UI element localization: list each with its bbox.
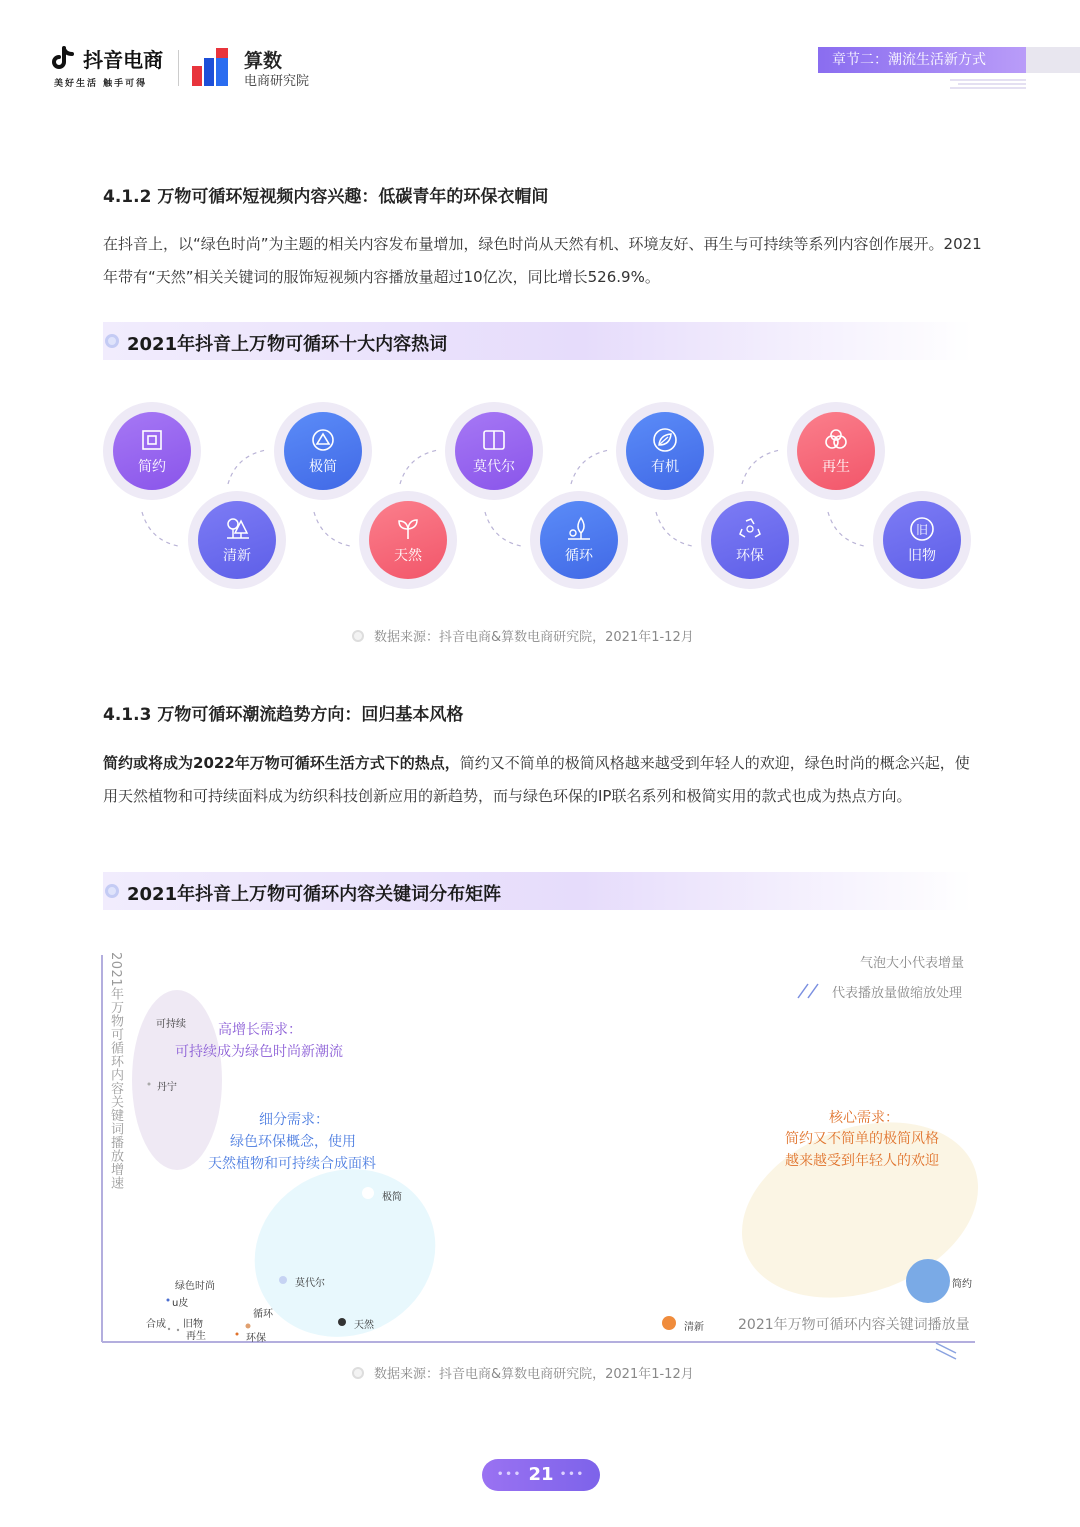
point-huanbao (236, 1333, 239, 1336)
point-label-dangning: 丹宁 (157, 1082, 177, 1093)
hotword-label: 天然 (394, 548, 422, 564)
point-label-zaisheng: 再生 (186, 1331, 206, 1342)
point-label-lvseshishang: 绿色时尚 (175, 1281, 215, 1292)
point-label-jiuwu: 旧物 (183, 1319, 203, 1330)
point-label-modaier: 莫代尔 (295, 1278, 325, 1289)
point-jianyue (906, 1259, 950, 1303)
hotword-label: 再生 (822, 459, 850, 475)
annotation-high-growth-title: 高增长需求： (218, 1022, 302, 1038)
suanshu-sub-name: 电商研究院 (244, 74, 310, 89)
annotation-segment-line-2: 天然植物和可持续合成面料 (208, 1156, 376, 1172)
source-dot-icon (352, 1367, 364, 1379)
point-label-tianran: 天然 (354, 1320, 374, 1331)
hotword-label: 环保 (736, 548, 764, 564)
data-source-2: 数据来源：抖音电商&算数电商研究院，2021年1-12月 (352, 1363, 694, 1382)
annotation-core-title: 核心需求： (829, 1110, 899, 1126)
annotation-core-line-1: 简约又不简单的极简风格 (785, 1131, 939, 1147)
paragraph-rest: 简约又不简单的极简风格越来越受到年轻人的欢迎，绿色时尚的概念兴起，使用天然植物和可持续面料成为纺织科技创新应用的新趋势，而与绿色环保的IP联名系列和极简实用的款式也成为热点方向。 (103, 754, 970, 805)
point-label-jijian: 极简 (382, 1192, 402, 1203)
hotword-label: 清新 (223, 548, 251, 564)
section-paragraph-4-1-2: 在抖音上，以“绿色时尚”为主题的相关内容发布量增加，绿色时尚从天然有机、环境友好、再生与可持续等系列内容创作展开。2021年带有“天然”相关关键词的服饰短视频内容播放量超过10亿次，同比增长526.9%。 (103, 235, 982, 286)
hotword-label: 莫代尔 (473, 459, 515, 475)
point-label-qingxin: 清新 (684, 1322, 704, 1333)
annotation-segment-title: 细分需求： (259, 1112, 329, 1128)
chapter-tag: 章节二：潮流生活新方式 (818, 47, 1026, 73)
chart-title-hotwords: 2021年抖音上万物可循环十大内容热词 (127, 334, 448, 355)
annotation-segment-line-1: 绿色环保概念，使用 (230, 1134, 356, 1150)
annotation-core-line-2: 越来越受到年轻人的欢迎 (785, 1153, 939, 1169)
point-label-upi: u皮 (172, 1298, 189, 1309)
point-label-huanbao: 环保 (246, 1333, 266, 1344)
scale-note: 代表播放量做缩放处理 (832, 986, 963, 1001)
douyin-slogan: 美好生活 触手可得 (54, 79, 148, 89)
x-axis-title: 2021年万物可循环内容关键词播放量 (738, 1317, 970, 1333)
suanshu-brand-name: 算数 (244, 50, 283, 72)
point-label-xunhuan: 循环 (253, 1309, 273, 1320)
point-upi (167, 1299, 170, 1302)
douyin-brand-name: 抖音电商 (83, 48, 164, 72)
point-hecheng (168, 1328, 170, 1330)
page-number: 21 (528, 1464, 554, 1485)
x-axis-break-mark (936, 1349, 956, 1359)
point-label-kechixu: 可持续 (156, 1019, 186, 1030)
section-heading-4-1-2: 4.1.2 万物可循环短视频内容兴趣：低碳青年的环保衣帽间 (103, 187, 549, 207)
svg-text:旧: 旧 (915, 523, 929, 537)
bubble-size-note: 气泡大小代表增量 (860, 956, 965, 971)
point-jijian (362, 1187, 374, 1199)
hotword-label: 极简 (309, 459, 337, 475)
hotword-label: 循环 (565, 548, 593, 564)
point-qingxin (662, 1316, 676, 1330)
scale-note-mark (798, 984, 808, 998)
scale-note-mark (808, 984, 818, 998)
point-label-hecheng: 合成 (146, 1319, 166, 1330)
section-heading-4-1-3: 4.1.3 万物可循环潮流趋势方向：回归基本风格 (103, 705, 464, 725)
page-number-pill: ••• 21 ••• (482, 1459, 600, 1491)
hotword-label: 简约 (138, 459, 166, 475)
data-source-1: 数据来源：抖音电商&算数电商研究院，2021年1-12月 (352, 626, 694, 645)
point-dangning (148, 1083, 151, 1086)
x-axis-break-mark (936, 1343, 956, 1353)
paragraph-bold-lead: 简约或将成为2022年万物可循环生活方式下的热点， (103, 754, 460, 772)
chart-title-matrix: 2021年抖音上万物可循环内容关键词分布矩阵 (127, 884, 502, 905)
point-label-jianyue: 简约 (952, 1279, 972, 1290)
point-jiuwu (177, 1329, 179, 1331)
point-tianran (338, 1318, 346, 1326)
annotation-high-growth-line: 可持续成为绿色时尚新潮流 (175, 1044, 343, 1060)
point-xunhuan (246, 1324, 251, 1329)
hotword-label: 旧物 (908, 548, 936, 564)
point-modaier (279, 1276, 287, 1284)
hotword-label: 有机 (651, 459, 679, 475)
y-axis-title: 2021年万物可循环内容关键词播放增速 (108, 952, 123, 1190)
